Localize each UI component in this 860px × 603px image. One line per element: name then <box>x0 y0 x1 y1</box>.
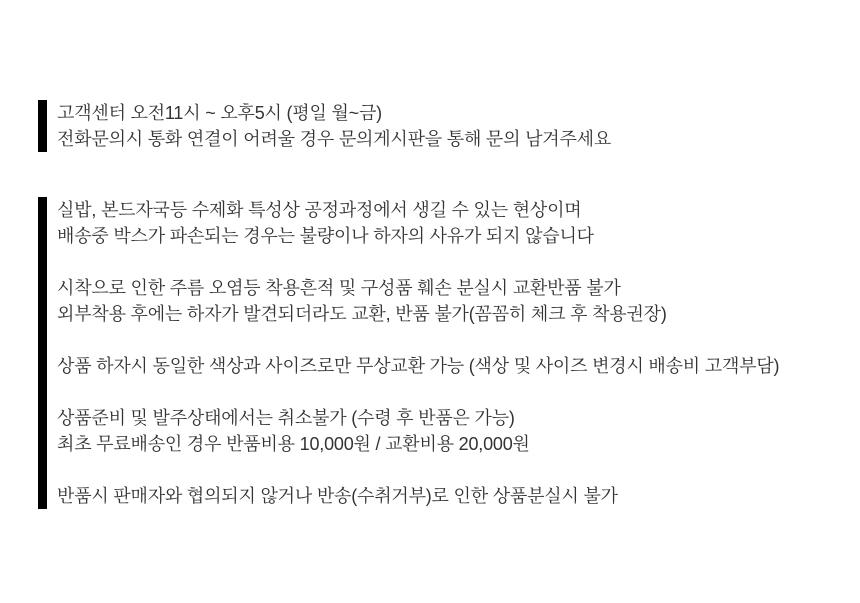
policy-line: 시착으로 인한 주름 오염등 착용흔적 및 구성품 훼손 분실시 교환반품 불가 <box>57 278 621 298</box>
customer-service-hours-line: 고객센터 오전11시 ~ 오후5시 (평일 월~금) <box>57 103 382 123</box>
policy-line: 상품준비 및 발주상태에서는 취소불가 (수령 후 반품은 가능) <box>57 408 515 428</box>
customer-service-contact-line: 전화문의시 통화 연결이 어려울 경우 문의게시판을 통해 문의 남겨주세요 <box>57 129 612 149</box>
policy-paragraph-wear-trace <box>57 275 779 327</box>
policy-section <box>38 197 779 509</box>
policy-paragraph-cancel-cost <box>57 405 779 457</box>
customer-service-section <box>38 100 611 152</box>
policy-paragraph-return-loss <box>57 483 779 509</box>
policy-line: 외부착용 후에는 하자가 발견되더라도 교환, 반품 불가(꼼꼼히 체크 후 착용권장) <box>57 304 667 324</box>
policy-paragraph-handmade <box>57 197 779 249</box>
customer-service-text <box>47 100 611 152</box>
policy-line: 실밥, 본드자국등 수제화 특성상 공정과정에서 생길 수 있는 현상이며 <box>57 200 582 220</box>
policy-text <box>47 197 779 509</box>
policy-line: 배송중 박스가 파손되는 경우는 불량이나 하자의 사유가 되지 않습니다 <box>57 226 594 246</box>
policy-line: 최초 무료배송인 경우 반품비용 10,000원 / 교환비용 20,000원 <box>57 434 530 454</box>
policy-paragraph-defect-exchange <box>57 353 779 379</box>
section-accent-bar <box>38 100 47 152</box>
policy-line: 상품 하자시 동일한 색상과 사이즈로만 무상교환 가능 (색상 및 사이즈 변경시 배송비 고객부담) <box>57 356 780 376</box>
policy-line: 반품시 판매자와 협의되지 않거나 반송(수취거부)로 인한 상품분실시 불가 <box>57 486 618 506</box>
section-accent-bar <box>38 197 47 509</box>
